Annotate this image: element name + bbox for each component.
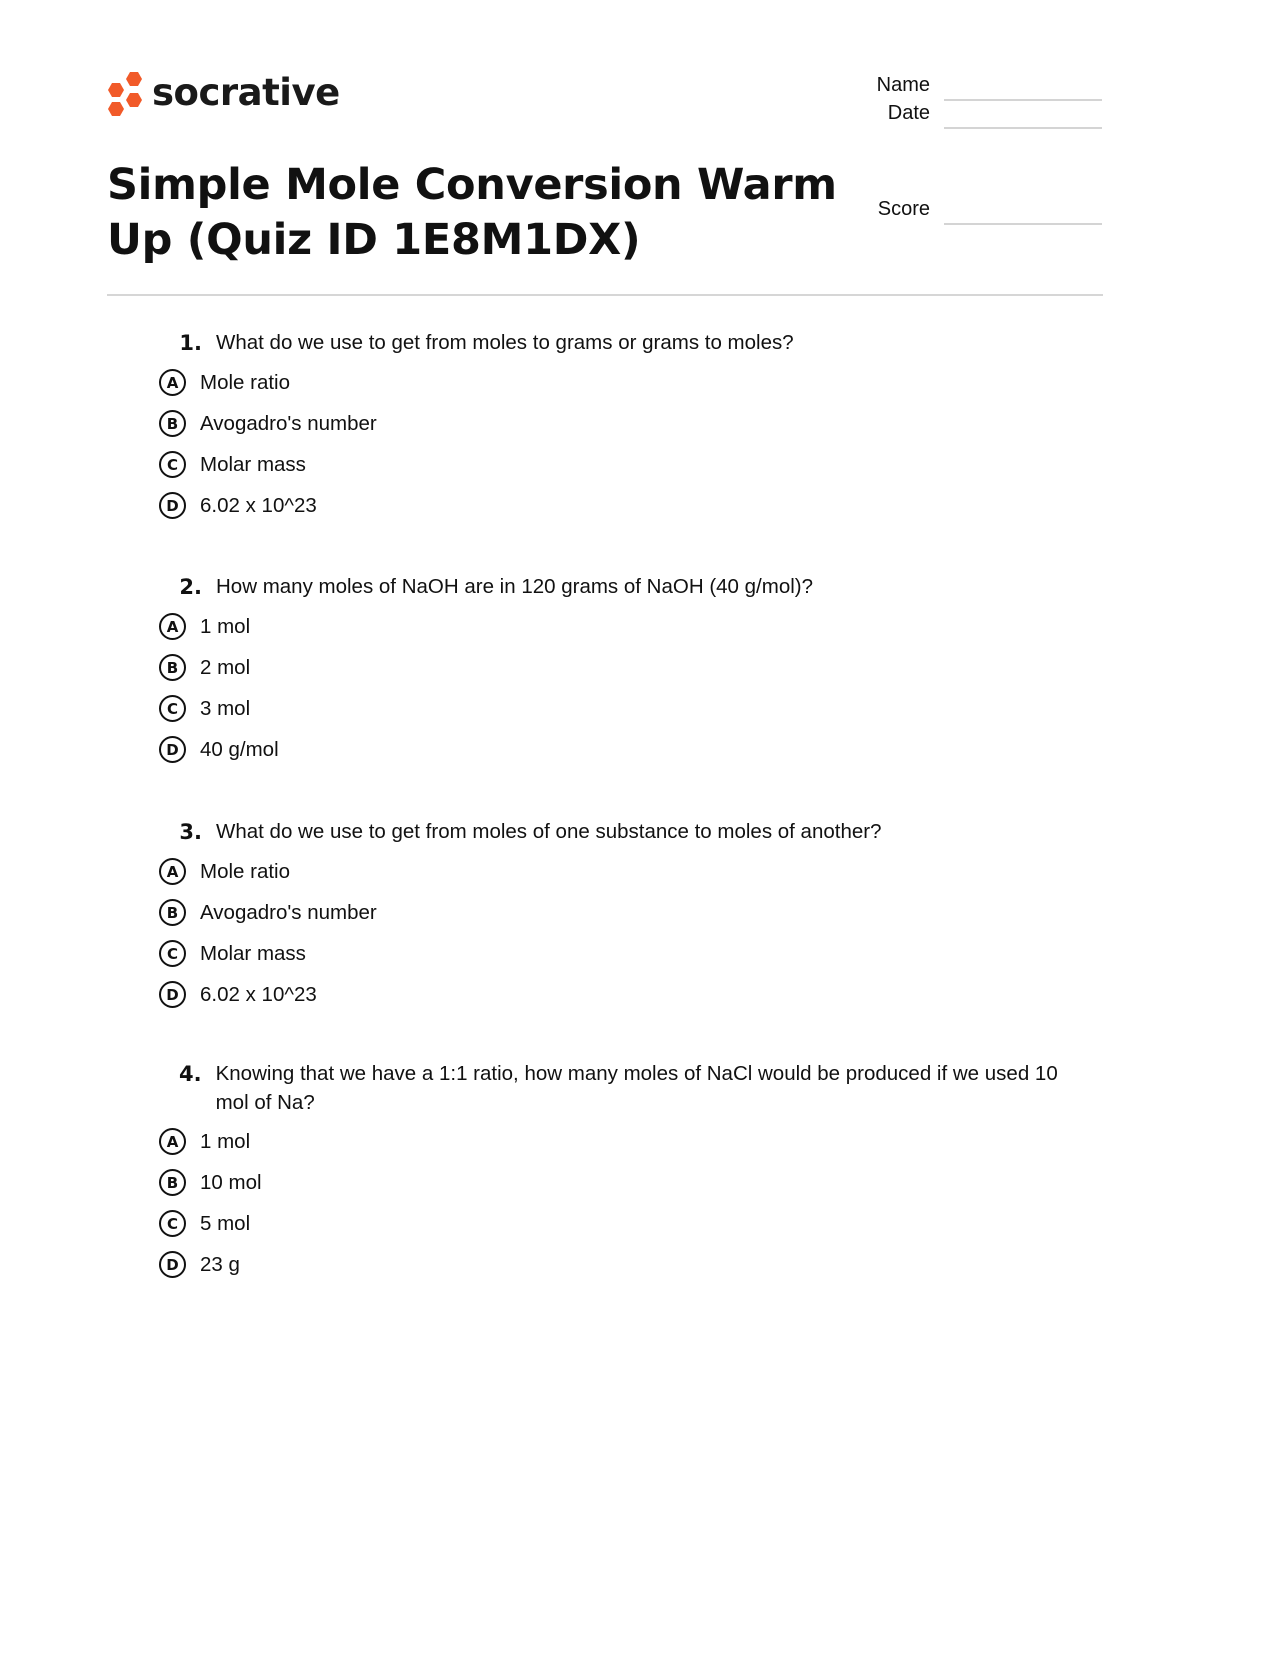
option-letter-circle[interactable]: B [159,1169,186,1196]
question-2 [158,572,1078,770]
option-d[interactable] [158,974,1078,1015]
option-a[interactable] [158,851,1078,892]
option-text: 5 mol [200,1211,251,1235]
option-letter-circle[interactable]: C [159,940,186,967]
option-c[interactable] [158,688,1078,729]
header-divider [107,294,1103,296]
option-letter-circle[interactable]: C [159,1210,186,1237]
option-b[interactable] [158,892,1078,933]
option-letter-circle[interactable]: D [159,492,186,519]
option-letter-circle[interactable]: B [159,899,186,926]
option-a[interactable] [158,362,1078,403]
options-list [158,1121,1078,1285]
option-text: 2 mol [200,655,251,679]
option-a[interactable] [158,1121,1078,1162]
option-d[interactable] [158,729,1078,770]
options-list [158,851,1078,1015]
option-text: 6.02 x 10^23 [200,493,317,517]
name-field[interactable] [848,74,1102,97]
option-text: Molar mass [200,941,306,965]
score-label: Score [877,198,930,220]
option-letter-circle[interactable]: D [159,1251,186,1278]
date-label: Date [887,102,930,124]
question-text: How many moles of NaOH are in 120 grams of NaOH (40 g/mol)? [216,575,814,598]
option-letter-circle[interactable]: B [159,654,186,681]
option-text: Avogadro's number [200,411,377,435]
option-letter-circle[interactable]: A [159,858,186,885]
option-text: 3 mol [200,696,251,720]
question-text: What do we use to get from moles to grams or grams to moles? [216,331,794,354]
option-text: 1 mol [200,1129,251,1153]
hexagon-cluster-icon [106,70,144,118]
options-list [158,606,1078,770]
option-text: 1 mol [200,614,251,638]
name-line[interactable] [944,99,1102,101]
option-letter-circle[interactable]: A [159,613,186,640]
option-letter-circle[interactable]: D [159,736,186,763]
option-text: Avogadro's number [200,900,377,924]
score-line[interactable] [944,223,1102,225]
date-line[interactable] [944,127,1102,129]
question-number: 3. [179,820,202,844]
question-1 [158,328,1078,526]
question-number: 1. [179,331,202,355]
option-letter-circle[interactable]: C [159,451,186,478]
score-field[interactable] [848,198,1102,221]
socrative-logo [106,70,340,118]
option-text: 10 mol [200,1170,262,1194]
option-letter-circle[interactable]: B [159,410,186,437]
date-field[interactable] [848,102,1102,125]
question-3 [158,817,1078,1015]
option-letter-circle[interactable]: D [159,981,186,1008]
options-list [158,362,1078,526]
option-d[interactable] [158,485,1078,526]
option-text: 40 g/mol [200,737,279,761]
option-text: Mole ratio [200,859,291,883]
option-text: 23 g [200,1252,240,1276]
option-text: 6.02 x 10^23 [200,982,317,1006]
option-c[interactable] [158,1203,1078,1244]
option-c[interactable] [158,933,1078,974]
option-b[interactable] [158,647,1078,688]
option-letter-circle[interactable]: C [159,695,186,722]
option-text: Molar mass [200,452,306,476]
brand-name: socrative [152,70,340,114]
option-letter-circle[interactable]: A [159,369,186,396]
question-text: What do we use to get from moles of one substance to moles of another? [216,820,882,843]
option-b[interactable] [158,403,1078,444]
question-number: 4. [179,1062,202,1086]
question-text: Knowing that we have a 1:1 ratio, how many moles of NaCl would be produced if we used 10 mol of Na? [215,1062,1058,1114]
option-c[interactable] [158,444,1078,485]
quiz-title: Simple Mole Conversion Warm Up (Quiz ID 1E8M1DX) [107,160,837,265]
option-letter-circle[interactable]: A [159,1128,186,1155]
question-4 [158,1059,1078,1285]
question-number: 2. [179,575,202,599]
option-d[interactable] [158,1244,1078,1285]
option-a[interactable] [158,606,1078,647]
option-b[interactable] [158,1162,1078,1203]
name-label: Name [876,74,930,96]
option-text: Mole ratio [200,370,291,394]
